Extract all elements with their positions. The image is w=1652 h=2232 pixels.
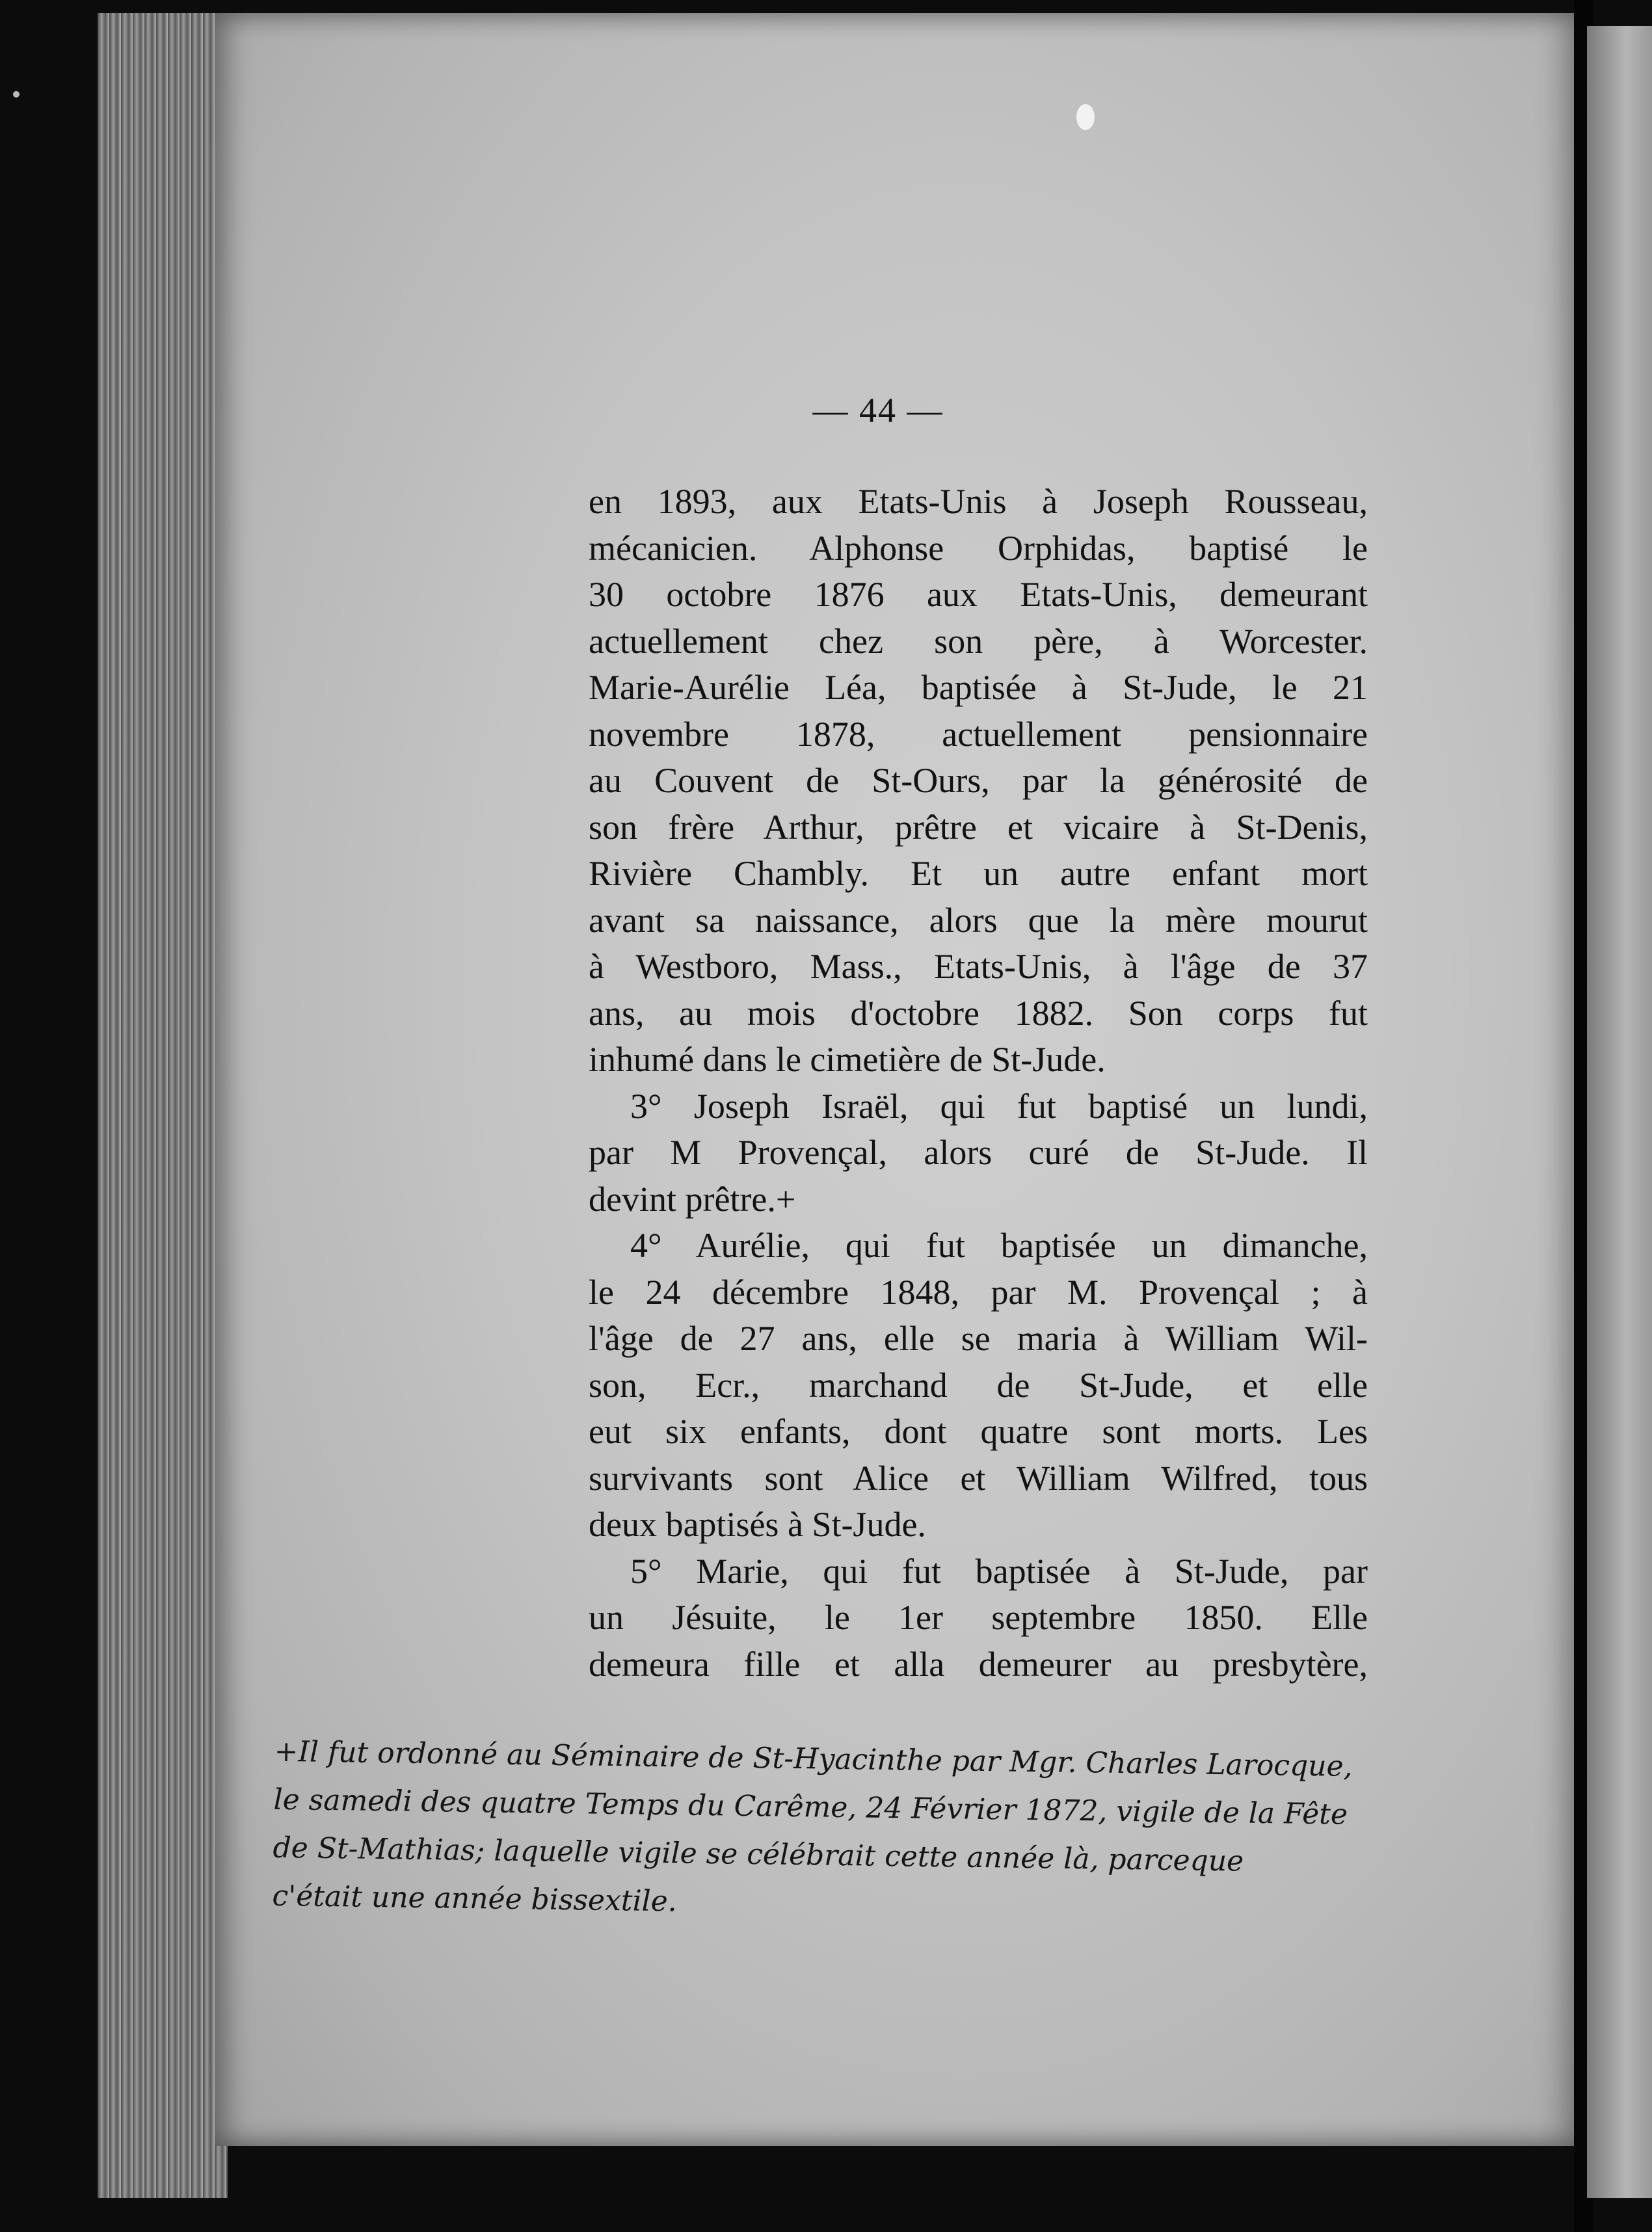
text-line: devint prêtre.+ bbox=[589, 1179, 796, 1219]
handwritten-line: c'était une année bissextile. bbox=[272, 1879, 678, 1919]
text-line: survivants sont Alice et William Wilfred, tous bbox=[589, 1458, 1368, 1498]
text-line: son, Ecr., marchand de St-Jude, et elle bbox=[589, 1365, 1368, 1405]
text-line: ans, au mois d'octobre 1882. Son corps fut bbox=[589, 993, 1368, 1033]
text-line: Marie-Aurélie Léa, baptisée à St-Jude, le 21 bbox=[589, 668, 1368, 707]
text-line: eut six enfants, dont quatre sont morts. Les bbox=[589, 1412, 1368, 1451]
facing-page-edge bbox=[1587, 26, 1652, 2198]
text-line: actuellement chez son père, à Worcester. bbox=[589, 621, 1368, 661]
text-line: 3° Joseph Israël, qui fut baptisé un lundi, bbox=[630, 1086, 1368, 1126]
text-line: demeura fille et alla demeurer au presbytère, bbox=[589, 1644, 1368, 1684]
text-line: son frère Arthur, prêtre et vicaire à St-Denis, bbox=[589, 807, 1368, 847]
text-line: au Couvent de St-Ours, par la générosité de bbox=[589, 761, 1368, 800]
dust-speck bbox=[13, 91, 20, 98]
text-line: 5° Marie, qui fut baptisée à St-Jude, par bbox=[630, 1551, 1368, 1591]
text-line: 30 octobre 1876 aux Etats-Unis, demeurant bbox=[589, 575, 1368, 614]
text-line: Rivière Chambly. Et un autre enfant mort bbox=[589, 854, 1368, 893]
page-stack-edges bbox=[98, 13, 228, 2198]
text-line: deux baptisés à St-Jude. bbox=[589, 1505, 926, 1544]
text-line: avant sa naissance, alors que la mère mourut bbox=[589, 900, 1368, 940]
text-line: mécanicien. Alphonse Orphidas, baptisé le bbox=[589, 528, 1368, 568]
text-line: à Westboro, Mass., Etats-Unis, à l'âge de 37 bbox=[589, 947, 1368, 986]
text-line: novembre 1878, actuellement pensionnaire bbox=[589, 714, 1368, 754]
handwritten-line: +Il fut ordonné au Séminaire de St-Hyacinthe par Mgr. Charles Larocque, bbox=[274, 1734, 1353, 1783]
text-line: un Jésuite, le 1er septembre 1850. Elle bbox=[589, 1598, 1368, 1637]
text-line: en 1893, aux Etats-Unis à Joseph Rousseau, bbox=[589, 482, 1368, 521]
text-line: 4° Aurélie, qui fut baptisée un dimanche, bbox=[630, 1226, 1368, 1265]
text-line: par M Provençal, alors curé de St-Jude. Il bbox=[589, 1133, 1368, 1172]
handwritten-footnote bbox=[272, 1728, 1510, 1937]
handwritten-line: le samedi des quatre Temps du Carême, 24 Février 1872, vigile de la Fête bbox=[273, 1783, 1348, 1831]
text-line: l'âge de 27 ans, elle se maria à William Wil- bbox=[589, 1319, 1368, 1358]
body-text bbox=[589, 479, 1368, 1688]
text-line: le 24 décembre 1848, par M. Provençal ; à bbox=[589, 1272, 1368, 1312]
page-number: — 44 — bbox=[812, 391, 944, 430]
dust-speck bbox=[1076, 104, 1095, 130]
text-line: inhumé dans le cimetière de St-Jude. bbox=[589, 1040, 1106, 1079]
handwritten-line: de St-Mathias; laquelle vigile se célébrait cette année là, parceque bbox=[273, 1831, 1244, 1878]
